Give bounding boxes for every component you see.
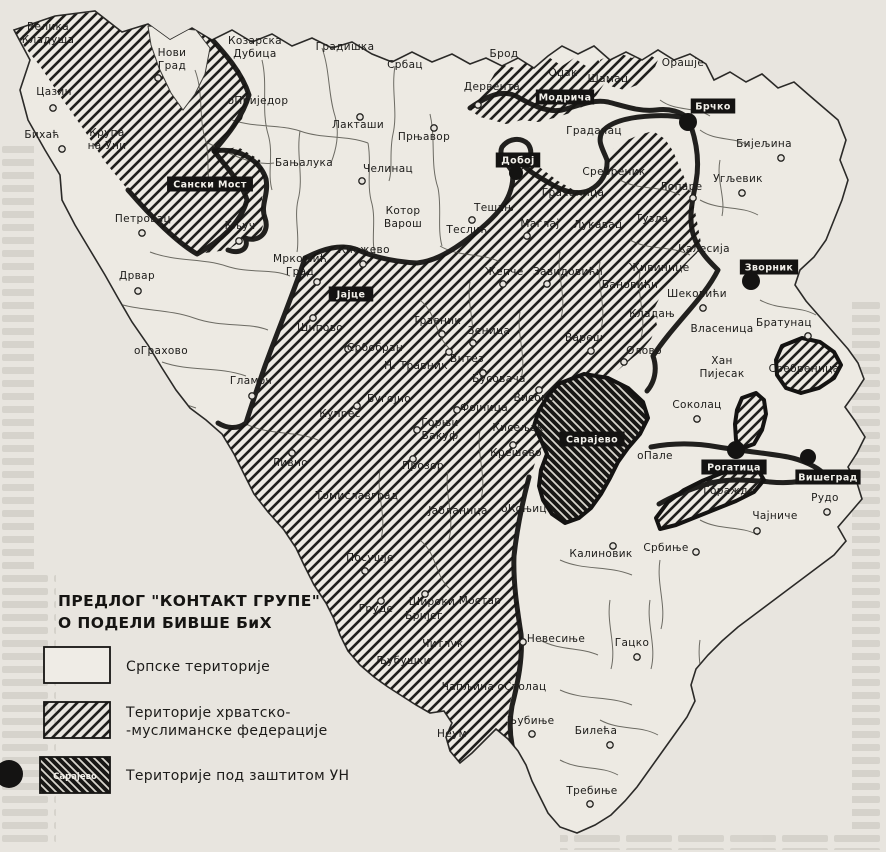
town-label: Градишка (315, 41, 375, 53)
town-marker (824, 509, 830, 515)
town-label: Живинице (628, 262, 690, 274)
town-marker (621, 359, 627, 365)
town-label: Хан Пијесак (699, 355, 745, 380)
town-label: Високо (513, 392, 555, 404)
town-marker (524, 233, 530, 239)
legend-label-serb-territories: Српске територије (126, 659, 271, 675)
town-marker (50, 105, 56, 111)
town-marker (520, 639, 526, 645)
town-label: Зеница (467, 325, 511, 337)
town-label: Читлук (422, 638, 464, 650)
town-marker (359, 178, 365, 184)
town-label: Мостар (458, 595, 502, 607)
town-label: Сребреник (582, 166, 646, 178)
un-city-label-text: Модрича (538, 92, 592, 104)
town-label: Дрвар (119, 270, 155, 282)
town-marker (289, 450, 295, 456)
un-city-label-text: Зворник (744, 262, 794, 274)
un-city-label-text: Брчко (695, 101, 731, 113)
un-protected-city-dot (742, 272, 760, 290)
town-marker (700, 305, 706, 311)
town-label: Невесиње (526, 633, 586, 645)
town-label: Козарска Дубица (228, 35, 282, 60)
town-label: Шипово (296, 322, 344, 334)
town-marker (607, 742, 613, 748)
town-marker (135, 288, 141, 294)
un-city-label-text: Јајце (336, 289, 366, 301)
town-label: Чајниче (752, 510, 798, 522)
town-marker (694, 416, 700, 422)
town-label: оГрахово (134, 345, 188, 357)
town-label: Тешањ (473, 202, 515, 214)
town-label: Жепче (484, 266, 524, 278)
town-marker (693, 549, 699, 555)
town-label: Цазин (36, 86, 72, 98)
un-city-label-text: Сански Мост (173, 179, 247, 191)
town-label: Кладањ (629, 308, 675, 320)
town-marker (754, 528, 760, 534)
town-label: Горњи Вакуф (421, 417, 459, 442)
town-label: Н. Травник (384, 360, 448, 372)
town-label: Бусовача (472, 373, 526, 385)
town-label: Билећа (574, 725, 618, 737)
town-marker (310, 315, 316, 321)
town-label: Сребреница (768, 363, 840, 375)
town-label: Купрес (319, 408, 361, 420)
town-label: Калиновик (569, 548, 633, 560)
town-label: Горажде (703, 485, 755, 497)
town-label: Бањалука (274, 157, 334, 169)
un-protected-city-dot (800, 449, 816, 465)
town-label: Лукавац (573, 219, 623, 231)
town-label: Србиње (643, 542, 689, 554)
town-marker (778, 155, 784, 161)
town-marker (470, 340, 476, 346)
town-label: Фојница (459, 402, 509, 414)
town-label: оКоњиц (501, 503, 547, 515)
town-label: Широки (408, 596, 456, 608)
town-label: Грачаница (541, 187, 605, 199)
town-label: Вареш (564, 332, 604, 344)
town-label: Витез (450, 353, 484, 365)
town-label: Нови Град (157, 47, 187, 72)
town-label: Орашје (661, 57, 705, 69)
town-marker (59, 146, 65, 152)
town-label: Шамац (587, 73, 629, 85)
town-label: Неум (437, 728, 467, 740)
town-label: оСтолац (497, 681, 547, 693)
town-label: оПале (637, 450, 673, 462)
legend-swatch-sarajevo-text: Сарајево (53, 772, 97, 782)
town-label: Дервента (463, 81, 521, 93)
town-label: Србац (387, 59, 423, 71)
town-label: Олово (626, 345, 662, 357)
town-label: Гламоч (229, 375, 273, 387)
town-label: Гацко (614, 637, 650, 649)
un-protected-city-dot (727, 441, 745, 459)
legend-label-federation-line1: Територије хрватско- (126, 705, 291, 721)
town-marker (544, 281, 550, 287)
town-label: Лакташи (331, 119, 385, 131)
town-label: Тузла (635, 213, 669, 225)
town-marker (634, 654, 640, 660)
un-city-label-text: Рогатица (707, 462, 761, 474)
town-label: Кључ (224, 220, 256, 232)
un-protected-city-dot (509, 166, 523, 180)
town-marker (249, 393, 255, 399)
town-marker (439, 331, 445, 337)
town-label: Котор Варош (383, 205, 423, 230)
legend-swatch-federation-territories (44, 702, 110, 738)
town-label: Бугојно (366, 393, 412, 405)
town-marker (414, 427, 420, 433)
un-city-label-text: Сарајево (565, 434, 619, 446)
town-label: Крешево (490, 447, 542, 459)
town-label: Прњавор (397, 131, 451, 143)
town-label: Требиње (566, 785, 618, 797)
town-marker (529, 731, 535, 737)
town-label: Шековићи (667, 288, 727, 300)
town-marker (362, 568, 368, 574)
legend-title-line1: ПРЕДЛОГ "КОНТАКТ ГРУПЕ" (58, 592, 321, 610)
town-label: Велика Кладуша (21, 21, 75, 46)
town-label: Соколац (672, 399, 722, 411)
town-label: Бихаћ (24, 129, 60, 141)
town-label: Љубушки (375, 655, 431, 667)
town-marker (469, 217, 475, 223)
town-label: Лопаре (659, 181, 703, 193)
town-label: Прозор (402, 460, 444, 472)
un-city-label-text: Вишеград (798, 472, 858, 484)
town-label: Угљевик (713, 173, 763, 185)
town-marker (587, 801, 593, 807)
town-label: Кнежево (338, 244, 390, 256)
town-label: Љубиње (505, 715, 555, 727)
un-city-label-text: Добој (501, 155, 535, 167)
town-label: Ливно (272, 457, 308, 469)
town-marker (805, 333, 811, 339)
legend-label-federation-line2: -муслиманске федерације (126, 723, 328, 739)
un-protected-city-dot (679, 113, 697, 131)
town-marker (139, 230, 145, 236)
legend-title-line2: О ПОДЕЛИ БИВШЕ БиХ (58, 614, 272, 632)
town-label: Маглај (520, 218, 560, 230)
town-label: Мркоњић Град (272, 253, 328, 278)
town-marker (360, 261, 366, 267)
town-label: Оџак (548, 67, 578, 79)
town-marker (500, 281, 506, 287)
town-marker (475, 102, 481, 108)
town-label: Челинац (362, 163, 414, 175)
town-label: Кисељак (492, 422, 544, 434)
town-label: Посушје (346, 552, 394, 564)
town-label: Бановићи (601, 279, 659, 291)
town-label: Брод (489, 48, 519, 60)
town-label: Груде (358, 603, 394, 615)
town-label: Јабланица (428, 505, 488, 517)
town-label: Томиславград (315, 490, 399, 502)
town-marker (690, 195, 696, 201)
legend-label-un-territories: Територије под заштитом УН (126, 768, 350, 784)
town-marker (236, 238, 242, 244)
town-label: оПриједор (227, 95, 289, 107)
town-label: Србобран (346, 342, 404, 354)
town-label: Бријег (405, 610, 443, 622)
town-label: Крупа на Уни (87, 127, 127, 152)
town-label: Градачац (566, 125, 622, 137)
town-label: Братунац (756, 317, 812, 329)
town-label: Рудо (811, 492, 839, 504)
legend-swatch-serb-territories (44, 647, 110, 683)
town-label: Бијељина (736, 138, 792, 150)
town-label: Завидовићи (532, 266, 604, 278)
town-label: Травник (412, 315, 462, 327)
town-marker (588, 348, 594, 354)
town-label: Петровац (114, 213, 172, 225)
town-label: Калесија (678, 243, 730, 255)
town-label: Теслић (446, 224, 488, 236)
town-label: Власеница (690, 323, 754, 335)
town-label: Чапљина (441, 681, 495, 693)
town-marker (314, 279, 320, 285)
town-marker (739, 190, 745, 196)
town-marker (155, 75, 161, 81)
